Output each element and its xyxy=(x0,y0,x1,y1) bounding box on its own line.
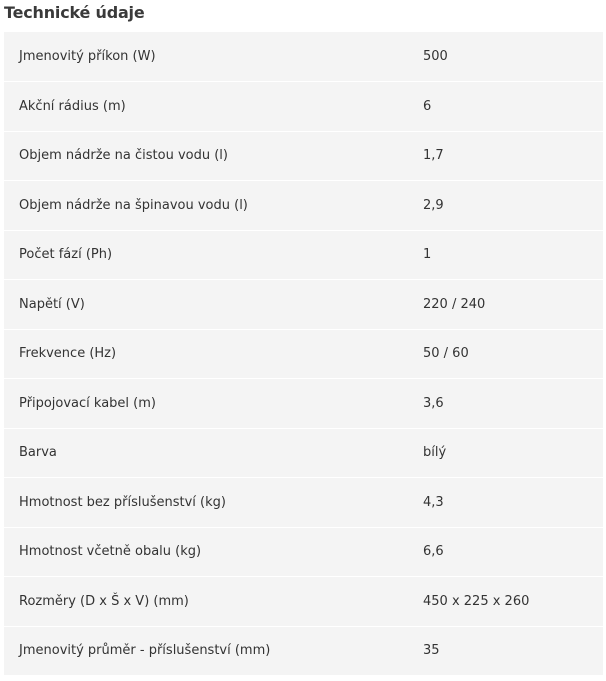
spec-value: 220 / 240 xyxy=(423,296,486,312)
spec-row-cable xyxy=(4,379,603,429)
spec-value: 50 / 60 xyxy=(423,346,469,362)
spec-value: 4,3 xyxy=(423,494,444,510)
spec-label: Objem nádrže na špinavou vodu (l) xyxy=(19,197,248,213)
spec-row-action-radius xyxy=(4,82,603,132)
spec-label: Jmenovitý průměr - příslušenství (mm) xyxy=(19,643,271,659)
spec-value: 450 x 225 x 260 xyxy=(423,593,530,609)
spec-value: 500 xyxy=(423,49,448,64)
spec-row-frequency xyxy=(4,329,603,379)
spec-label: Připojovací kabel (m) xyxy=(19,395,156,411)
spec-row-rated-power xyxy=(4,32,603,82)
section-title: Technické údaje xyxy=(4,3,145,22)
spec-label: Hmotnost včetně obalu (kg) xyxy=(19,544,202,560)
spec-row-dimensions xyxy=(4,577,603,627)
spec-label: Barva xyxy=(19,445,57,461)
spec-row-phases xyxy=(4,230,603,280)
spec-label: Akční rádius (m) xyxy=(19,98,126,114)
spec-row-dirty-water-tank xyxy=(4,181,603,231)
spec-row-clean-water-tank xyxy=(4,131,603,181)
technical-specs-table xyxy=(4,32,603,676)
spec-row-accessory-diameter xyxy=(4,626,603,676)
spec-value: 6,6 xyxy=(423,544,444,560)
spec-row-voltage xyxy=(4,280,603,330)
spec-value: 1 xyxy=(423,247,432,263)
spec-value: 35 xyxy=(423,643,440,659)
spec-label: Počet fází (Ph) xyxy=(19,247,113,263)
spec-label: Hmotnost bez příslušenství (kg) xyxy=(19,494,226,510)
spec-row-color xyxy=(4,428,603,478)
spec-label: Objem nádrže na čistou vodu (l) xyxy=(19,148,228,164)
spec-label: Jmenovitý příkon (W) xyxy=(19,49,156,64)
spec-value: 6 xyxy=(423,98,432,114)
spec-row-weight-with-packaging xyxy=(4,527,603,577)
spec-label: Rozměry (D x Š x V) (mm) xyxy=(19,593,189,609)
spec-value: bílý xyxy=(423,445,447,461)
spec-value: 3,6 xyxy=(423,395,444,411)
spec-value: 2,9 xyxy=(423,197,444,213)
spec-value: 1,7 xyxy=(423,148,444,164)
spec-label: Napětí (V) xyxy=(19,296,85,312)
spec-label: Frekvence (Hz) xyxy=(19,346,117,362)
spec-row-weight-without-accessories xyxy=(4,478,603,528)
